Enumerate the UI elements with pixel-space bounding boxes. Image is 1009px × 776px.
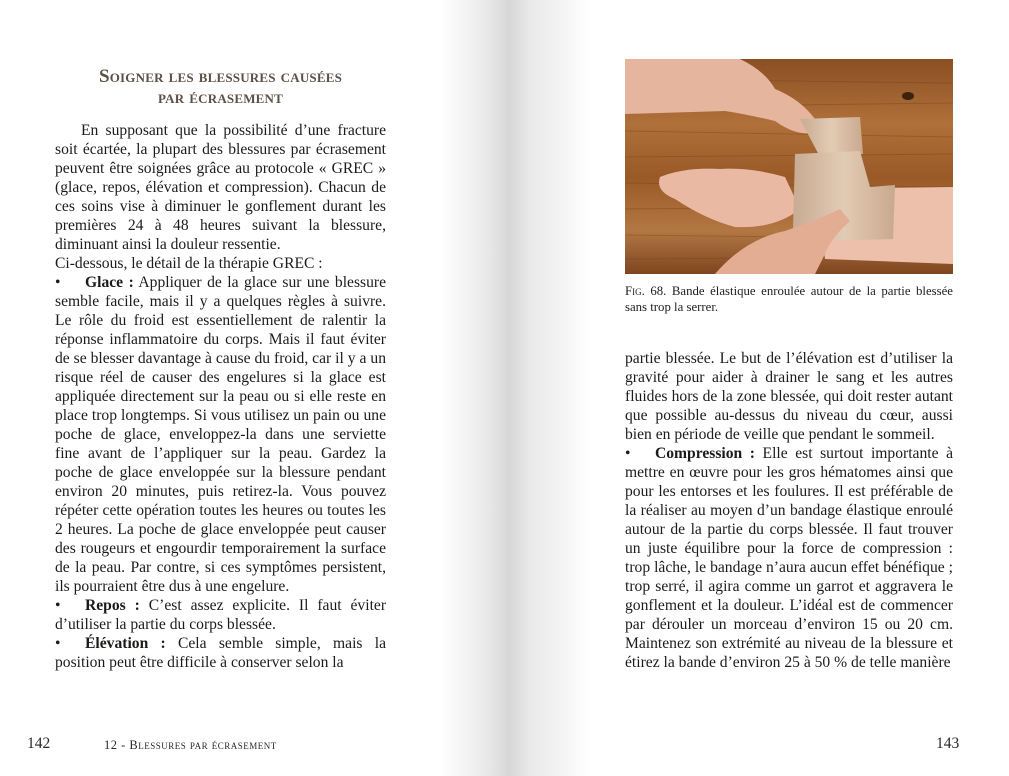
bullet-text: C’est assez explicite. Il faut éviter d’utiliser la partie du corps blessée. [55,597,387,633]
continuation-paragraph: partie blessée. Le but de l’élévation est d’utiliser la gravité pour aider à drainer le sang et les autres fluides hors de la zone blessée, qui doit rester autant que possible au-dessus du niveau du cœur, aussi bien en période de veille que pendant le sommeil. [625,350,953,443]
bullet-item-elevation [55,634,386,672]
bandage-photo-illustration [625,59,953,274]
bullet-icon: • [55,635,61,652]
bullet-text: Appliquer de la glace sur une blessure semble facile, mais il y a quelques règles à suivre. Le rôle du froid est essentiellement de ralentir la réponse inflammatoire du corps. Mais il faut éviter de se blesser davantage à cause du froid, car il y a un risque réel de causer des engelures si la glace est appliquée directement sur la peau ou si elle reste en place trop longtemps. Si vous utilisez un pain ou une poche de glace, enveloppez-la dans une serviette fine avant de l’appliquer sur la peau. Gardez la poche de glace enveloppée sur la blessure pendant environ 20 minutes, puis retirez-la. Vous pouvez répéter cette opération toutes les heures ou toutes les 2 heures. La poche de glace enveloppée peut causer des rougeurs et engourdir temporairement la surface de la peau. Par contre, si ces symptômes persistent, ils pourraient être dus à une engelure. [55,274,386,595]
wood-knot [902,92,914,100]
section-title-line-2: par écrasement [157,87,284,108]
section-title [55,66,386,108]
figure-label: Fig. 68. [625,284,667,298]
running-head: 12 - Blessures par écrasement [104,738,277,752]
bullet-icon: • [55,274,61,291]
bullet-term: Repos : [85,597,140,614]
bullet-text: Elle est surtout importante à mettre en œuvre pour les gros hématomes ainsi que pour les entorses et les foulures. Il est préférable de la réaliser au moyen d’un bandage élastique enroulé autour de la partie du corps blessée. Il faut trouver un juste équilibre pour la force de compression : trop lâche, le bandage n’aura aucun effet bénéfique ; trop serré, il agira comme un garrot et aggravera le gonflement et la douleur. L’idéal est de commencer par dérouler un morceau d’environ 15 ou 20 cm. Maintenez son extrémité au niveau de la blessure et étirez la bande d’environ 25 à 50 % de telle manière [625,445,954,671]
intro-paragraph: En supposant que la possibilité d’une fracture soit écartée, la plupart des blessures par écrasement peuvent être soignées grâce au protocole « GREC » (glace, repos, élévation et compression). Chacun de ces soins vise à diminuer le gonflement durant les premières 24 à 48 heures suivant la blessure, diminuant ainsi la douleur ressentie. [55,122,386,253]
section-title-line-1: Soigner les blessures causées [98,66,343,87]
bullet-icon: • [55,597,61,614]
right-text-column [625,349,953,672]
left-text-column [55,121,386,672]
figure-caption [625,283,953,315]
lead-in-paragraph: Ci-dessous, le détail de la thérapie GREC : [55,255,323,272]
bullet-term: Élévation : [85,635,166,652]
page-number-right: 143 [936,735,960,752]
book-gutter-shadow [440,0,590,776]
bullet-term: Compression : [655,445,755,462]
bullet-item-compression [625,444,953,672]
bullet-item-glace [55,273,386,596]
bullet-text: Cela semble simple, mais la position peut être difficile à conserver selon la [55,635,386,671]
bullet-icon: • [625,445,631,462]
bullet-term: Glace : [85,274,134,291]
bullet-item-repos [55,596,386,634]
figure-photo [625,59,953,274]
page-number-left: 142 [27,735,51,752]
figure-caption-text: Bande élastique enroulée autour de la partie blessée sans trop la serrer. [625,284,953,314]
